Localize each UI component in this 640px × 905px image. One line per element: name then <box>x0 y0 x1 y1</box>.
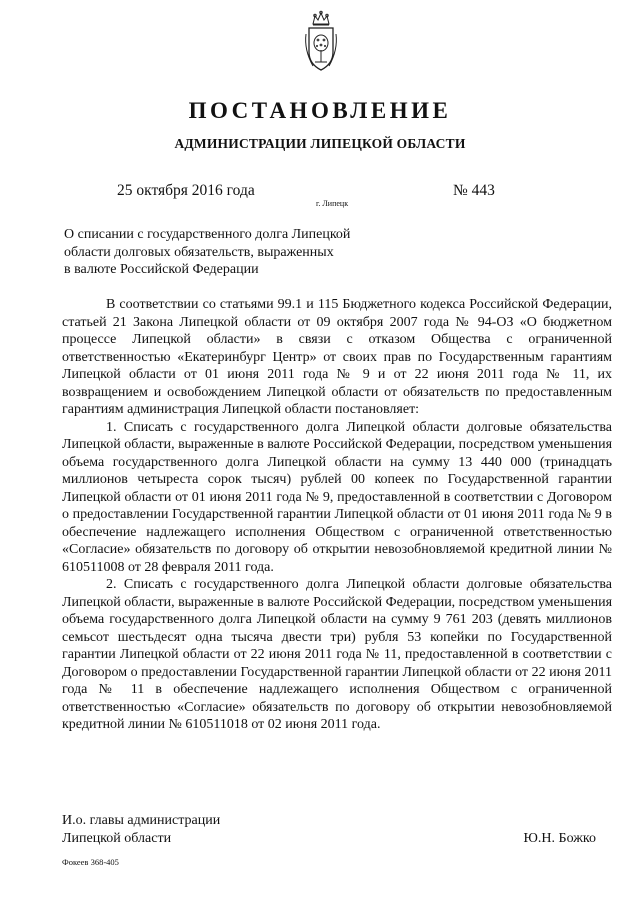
document-date: 25 октября 2016 года <box>117 182 255 199</box>
body-paragraph-item-2: 2. Списать с государственного долга Липецкой области долговые обязательства Липецкой области, выраженные в валюте Российской Федерации, посредством уменьшения объема государственного долга Липецкой области на сумму 9 761 203 (девять миллионов семьсот шестьдесят одна тысяча двести три) рубля 53 копейки по Государственной гарантии Липецкой области от 22 июня 2011 года № 11, предоставленной в соответствии с Договором о предоставлении Государственной гарантии Липецкой области от 22 июня 2011 года № 11 в обеспечение надлежащего исполнения Обществом с ограниченной ответственностью «Согласие» обязательств по договору об открытии невозобновляемой кредитной линии № 610511018 от 02 июня 2011 года. <box>62 577 613 732</box>
signatory-name: Ю.Н. Божко <box>523 830 596 846</box>
subject-line: О списании с государственного долга Липецкой <box>64 227 351 242</box>
body-paragraph-item-1: 1. Списать с государственного долга Липецкой области долговые обязательства Липецкой области, выраженные в валюте Российской Федерации, посредством уменьшения объема государственного долга Липецкой области на сумму 13 440 000 (тринадцать миллионов четыреста сорок тысяч) рублей 00 копеек по Государственной гарантии Липецкой области от 01 июня 2011 года № 9, предоставленной в соответствии с Договором о предоставлении Государственной гарантии Липецкой области от 01 июня 2011 года № 9 в обеспечение надлежащего исполнения Обществом с ограниченной ответственностью «Согласие» обязательств по договору об открытии невозобновляемой кредитной линии № 610511008 от 28 февраля 2011 года. <box>62 419 613 575</box>
executor-note: Фокеев 368-405 <box>62 857 119 867</box>
subject-line: области долговых обязательств, выраженных <box>64 244 334 260</box>
document-title: ПОСТАНОВЛЕНИЕ <box>188 98 452 123</box>
coat-of-arms-emblem-icon <box>303 10 339 74</box>
signature-block <box>62 812 596 847</box>
body-paragraph-preamble: В соответствии со статьями 99.1 и 115 Бюджетного кодекса Российской Федерации, статьей 21 Закона Липецкой области от 09 октября 2007 года № 94-ОЗ «О бюджетном процессе Липецкой области» в связи с отказом Общества с ограниченной ответственностью «Екатеринбург Центр» от своих прав по Государственным гарантиям Липецкой области от 01 июня 2011 года № 9 и от 22 июня 2011 года № 11, их возвращением и освобождением Липецкой области от обязательств по предоставленным гарантиям администрация Липецкой области постановляет: <box>62 297 612 417</box>
signatory-position: И.о. главы администрации <box>62 813 221 828</box>
signatory-region: Липецкой области <box>62 830 172 846</box>
document-body <box>62 296 612 734</box>
document-number: № 443 <box>453 182 495 199</box>
document-place: г. Липецк <box>316 199 349 208</box>
document-subject <box>64 226 404 279</box>
subject-line: в валюте Российской Федерации <box>64 262 259 277</box>
document-subtitle: АДМИНИСТРАЦИИ ЛИПЕЦКОЙ ОБЛАСТИ <box>174 136 466 151</box>
